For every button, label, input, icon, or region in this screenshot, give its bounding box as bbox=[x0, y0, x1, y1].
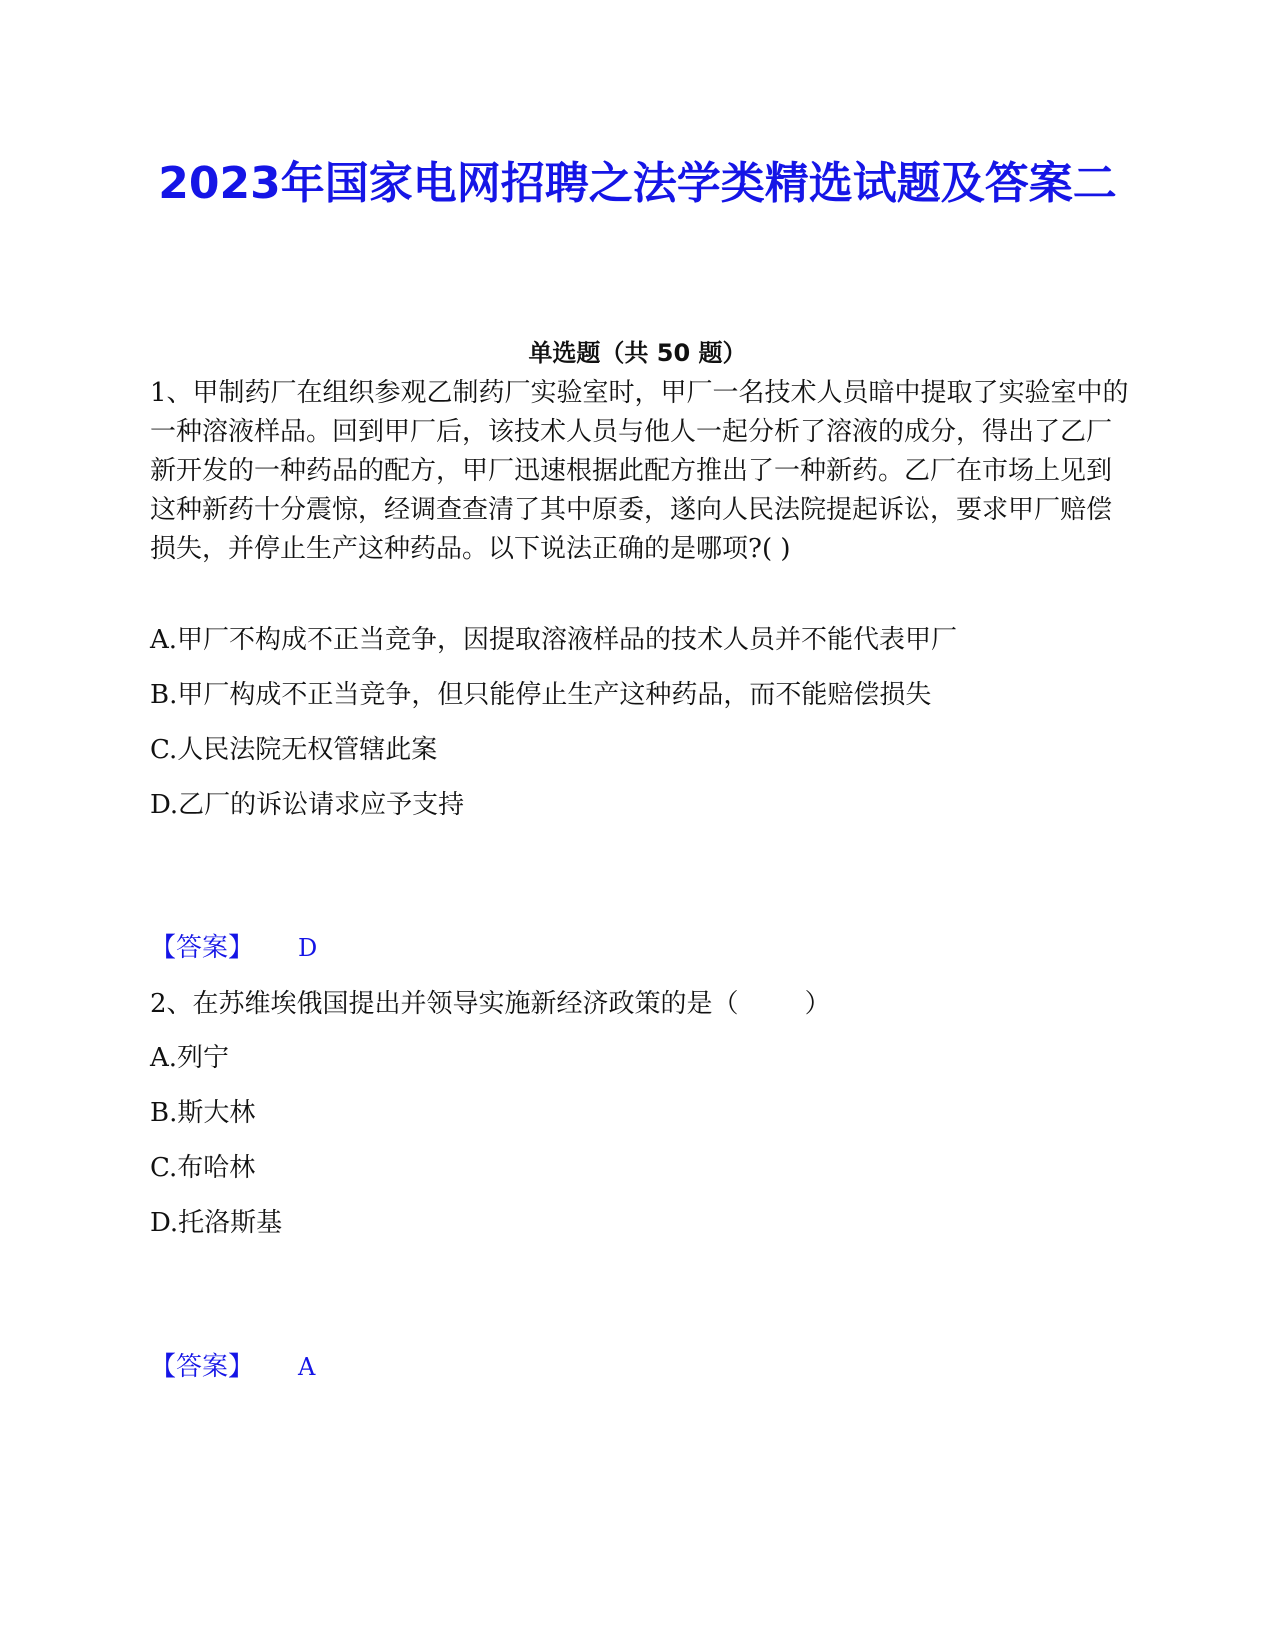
question-option: A.列宁 bbox=[150, 1043, 230, 1073]
answer-label: 【答案】 bbox=[150, 1352, 255, 1382]
question-option: D.乙厂的诉讼请求应予支持 bbox=[150, 790, 465, 820]
question-option: C.人民法院无权管辖此案 bbox=[150, 735, 438, 765]
answer-label: 【答案】 bbox=[150, 933, 255, 963]
answer-line bbox=[150, 930, 317, 966]
section-heading: 单选题（共 50 题） bbox=[528, 339, 747, 367]
question-option: A.甲厂不构成不正当竞争，因提取溶液样品的技术人员并不能代表甲厂 bbox=[150, 625, 958, 655]
answer-value: A bbox=[298, 1353, 316, 1381]
question-stem: 2、在苏维埃俄国提出并领导实施新经济政策的是（ ） bbox=[150, 989, 831, 1019]
question-option: D.托洛斯基 bbox=[150, 1208, 283, 1238]
answer-line bbox=[150, 1349, 315, 1385]
question-option: B.斯大林 bbox=[150, 1098, 256, 1128]
question-stem: 1、甲制药厂在组织参观乙制药厂实验室时，甲厂一名技术人员暗中提取了实验室中的一种溶液样品。回到甲厂后，该技术人员与他人一起分析了溶液的成分，得出了乙厂新开发的一种药品的配方，甲厂迅速根据此配方推出了一种新药。乙厂在市场上见到这种新药十分震惊，经调查查清了其中原委，遂向人民法院提起诉讼，要求甲厂赔偿损失，并停止生产这种药品。以下说法正确的是哪项?( ) bbox=[150, 378, 1129, 564]
question-option: B.甲厂构成不正当竞争，但只能停止生产这种药品，而不能赔偿损失 bbox=[150, 680, 932, 710]
answer-value: D bbox=[298, 934, 318, 962]
page-title: 2023年国家电网招聘之法学类精选试题及答案二 bbox=[158, 158, 1117, 209]
question-option: C.布哈林 bbox=[150, 1153, 256, 1183]
